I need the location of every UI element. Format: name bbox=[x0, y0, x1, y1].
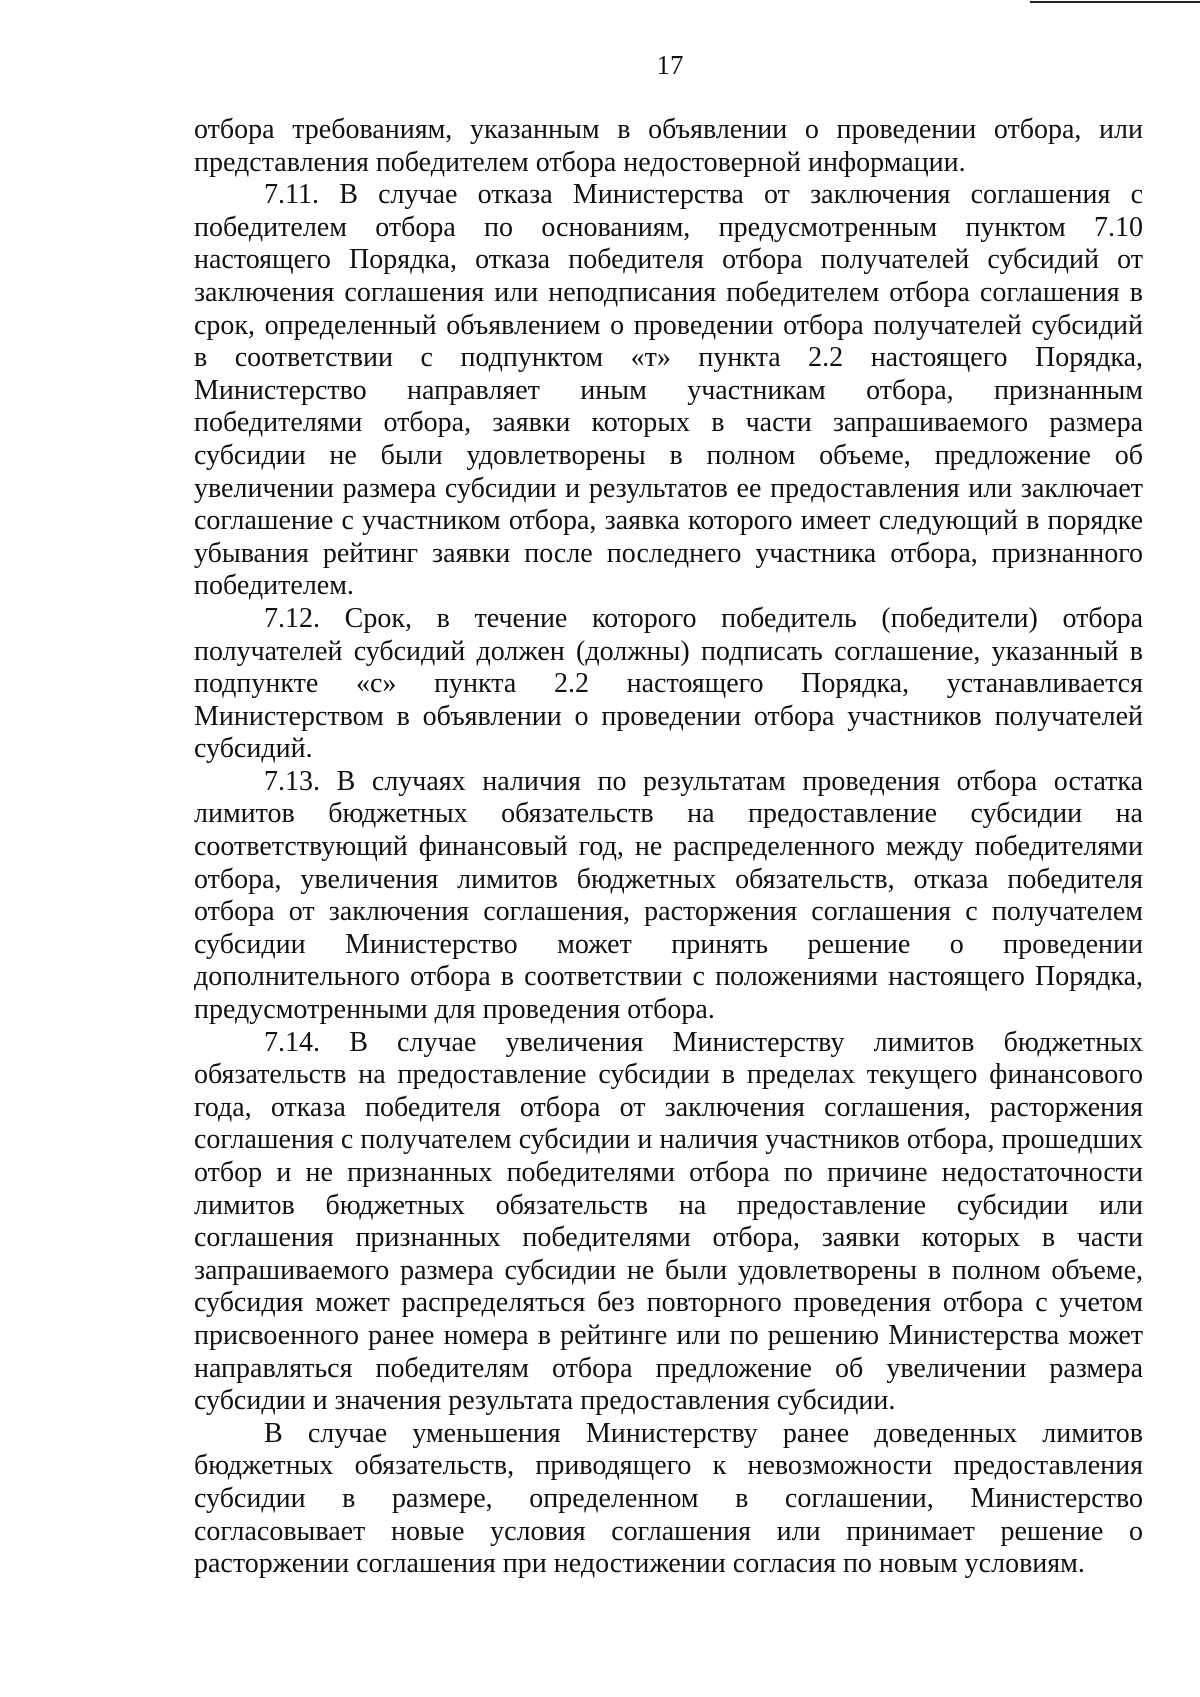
page-number: 17 bbox=[656, 50, 684, 80]
paragraph-7-12: 7.12. Срок, в течение которого победитель (победители) отбора получателей субсидий должен (должны) подписать соглашение, указанный в подпункте «с» пункта 2.2 настоящего Порядка, устанавливается Министерством в объявлении о проведении отбора участников получателей субсидий. bbox=[194, 602, 1143, 765]
paragraph-limit-reduction: В случае уменьшения Министерству ранее доведенных лимитов бюджетных обязательств, приводящего к невозможности предоставления субсидии в размере, определенном в соглашении, Министерство согласовывает новые условия соглашения или принимает решение о расторжении соглашения при недостижении согласия по новым условиям. bbox=[194, 1417, 1143, 1580]
paragraph-continuation: отбора требованиям, указанным в объявлении о проведении отбора, или представления победителем отбора недостоверной информации. bbox=[194, 114, 1143, 178]
document-body bbox=[194, 114, 1143, 1581]
scan-edge-mark bbox=[1030, 1, 1200, 3]
paragraph-7-13: 7.13. В случаях наличия по результатам проведения отбора остатка лимитов бюджетных обязательств на предоставление субсидии на соответствующий финансовый год, не распределенного между победителями отбора, увеличения лимитов бюджетных обязательств, отказа победителя отбора от заключения соглашения, расторжения соглашения с получателем субсидии Министерство может принять решение о проведении дополнительного отбора в соответствии с положениями настоящего Порядка, предусмотренными для проведения отбора. bbox=[194, 765, 1143, 1026]
paragraph-7-14: 7.14. В случае увеличения Министерству лимитов бюджетных обязательств на предоставление субсидии в пределах текущего финансового года, отказа победителя отбора от заключения соглашения, расторжения соглашения с получателем субсидии и наличия участников отбора, прошедших отбор и не признанных победителями отбора по причине недостаточности лимитов бюджетных обязательств на предоставление субсидии или соглашения признанных победителями отбора, заявки которых в части запрашиваемого размера субсидии не были удовлетворены в полном объеме, субсидия может распределяться без повторного проведения отбора с учетом присвоенного ранее номера в рейтинге или по решению Министерства может направляться победителям отбора предложение об увеличении размера субсидии и значения результата предоставления субсидии. bbox=[194, 1026, 1143, 1417]
paragraph-7-11: 7.11. В случае отказа Министерства от заключения соглашения с победителем отбора по основаниям, предусмотренным пунктом 7.10 настоящего Порядка, отказа победителя отбора получателей субсидий от заключения соглашения или неподписания победителем отбора соглашения в срок, определенный объявлением о проведении отбора получателей субсидий в соответствии с подпунктом «т» пункта 2.2 настоящего Порядка, Министерство направляет иным участникам отбора, признанным победителями отбора, заявки которых в части запрашиваемого размера субсидии не были удовлетворены в полном объеме, предложение об увеличении размера субсидии и результатов ее предоставления или заключает соглашение с участником отбора, заявка которого имеет следующий в порядке убывания рейтинг заявки после последнего участника отбора, признанного победителем. bbox=[194, 179, 1143, 602]
